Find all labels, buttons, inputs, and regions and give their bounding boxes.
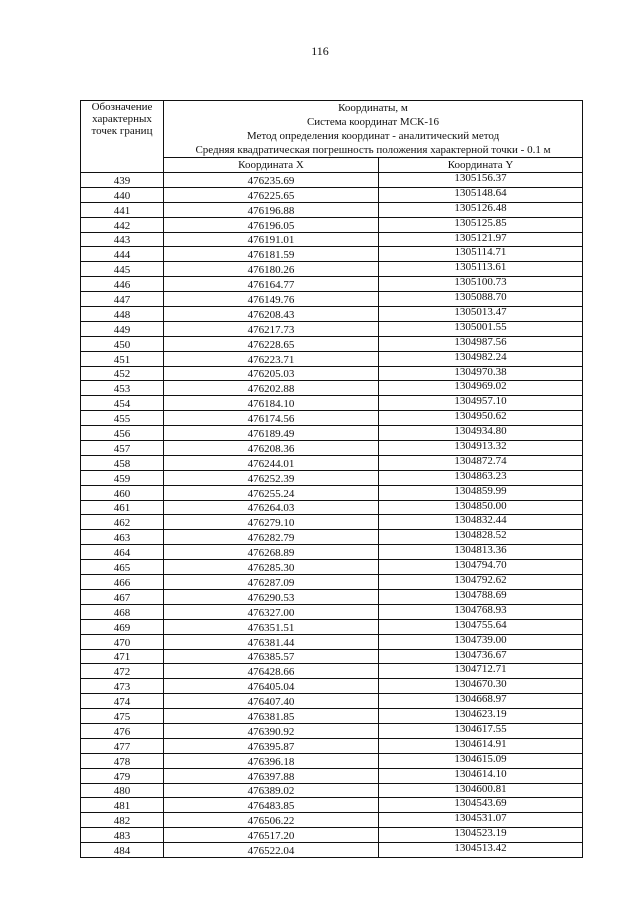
coordinate-y-cell: 1304668.97 (379, 694, 583, 709)
table-row (81, 738, 583, 753)
coordinate-x-cell: 476223.71 (164, 351, 379, 366)
coordinate-y-cell: 1304523.19 (379, 828, 583, 843)
coordinate-x-cell: 476164.77 (164, 277, 379, 292)
point-label-line: точек границ (91, 125, 153, 137)
table-row (81, 292, 583, 307)
point-number-cell: 449 (81, 321, 164, 336)
coordinate-x-cell: 476196.05 (164, 217, 379, 232)
coordinate-y-cell: 1304828.52 (379, 530, 583, 545)
coordinate-y-cell: 1304950.62 (379, 411, 583, 426)
coordinate-x-cell: 476385.57 (164, 649, 379, 664)
coordinate-y-cell: 1305121.97 (379, 232, 583, 247)
coordinate-y-cell: 1304513.42 (379, 843, 583, 858)
coordinate-x-cell: 476282.79 (164, 530, 379, 545)
coordinate-y-cell: 1304614.91 (379, 738, 583, 753)
table-row (81, 470, 583, 485)
point-number-cell: 440 (81, 187, 164, 202)
coordinate-x-cell: 476407.40 (164, 694, 379, 709)
point-number-cell: 445 (81, 262, 164, 277)
coordinate-x-cell: 476287.09 (164, 575, 379, 590)
coordinate-x-cell: 476181.59 (164, 247, 379, 262)
point-number-cell: 468 (81, 604, 164, 619)
table-row (81, 679, 583, 694)
point-number-cell: 452 (81, 366, 164, 381)
table-row (81, 828, 583, 843)
table-row (81, 187, 583, 202)
table-row (81, 515, 583, 530)
point-number-cell: 442 (81, 217, 164, 232)
coordinate-x-cell: 476252.39 (164, 470, 379, 485)
coordinate-x-cell: 476174.56 (164, 411, 379, 426)
coordinate-y-cell: 1304755.64 (379, 619, 583, 634)
table-row (81, 441, 583, 456)
coordinate-x-cell: 476428.66 (164, 664, 379, 679)
coordinate-y-cell: 1304794.70 (379, 560, 583, 575)
coordinate-y-cell: 1304768.93 (379, 604, 583, 619)
table-row (81, 336, 583, 351)
table-row (81, 604, 583, 619)
point-number-cell: 439 (81, 173, 164, 188)
coordinate-y-cell: 1304850.00 (379, 500, 583, 515)
coordinate-y-cell: 1304987.56 (379, 336, 583, 351)
coordinate-x-cell: 476381.85 (164, 709, 379, 724)
point-number-cell: 447 (81, 292, 164, 307)
coordinate-x-cell: 476395.87 (164, 738, 379, 753)
table-row (81, 277, 583, 292)
point-number-cell: 483 (81, 828, 164, 843)
table-row (81, 247, 583, 262)
point-number-cell: 463 (81, 530, 164, 545)
point-number-cell: 466 (81, 575, 164, 590)
coordinate-x-cell: 476381.44 (164, 634, 379, 649)
coordinate-y-cell: 1304872.74 (379, 455, 583, 470)
coordinate-y-cell: 1304739.00 (379, 634, 583, 649)
coordinates-header-line: Средняя квадратическая погрешность положения характерной точки - 0.1 м (195, 144, 551, 156)
point-number-cell: 475 (81, 709, 164, 724)
coordinate-x-cell: 476389.02 (164, 783, 379, 798)
point-number-cell: 476 (81, 723, 164, 738)
table-row (81, 366, 583, 381)
coordinate-y-cell: 1304736.67 (379, 649, 583, 664)
table-row (81, 455, 583, 470)
coordinate-y-cell: 1304712.71 (379, 664, 583, 679)
table-row (81, 753, 583, 768)
coordinate-x-cell: 476396.18 (164, 753, 379, 768)
column-x-header: Координата X (164, 158, 379, 173)
point-number-cell: 473 (81, 679, 164, 694)
coordinate-y-cell: 1304788.69 (379, 589, 583, 604)
coordinate-y-cell: 1305156.37 (379, 173, 583, 188)
point-number-cell: 464 (81, 545, 164, 560)
coordinate-y-cell: 1304970.38 (379, 366, 583, 381)
coordinate-y-cell: 1304600.81 (379, 783, 583, 798)
table-row (81, 307, 583, 322)
table-row (81, 664, 583, 679)
coordinate-x-cell: 476191.01 (164, 232, 379, 247)
coordinate-y-cell: 1305126.48 (379, 202, 583, 217)
coordinate-x-cell: 476327.00 (164, 604, 379, 619)
coordinate-x-cell: 476184.10 (164, 396, 379, 411)
coordinates-header-line: Метод определения координат - аналитический метод (246, 130, 500, 142)
coordinate-x-cell: 476208.43 (164, 307, 379, 322)
coordinate-x-cell: 476390.92 (164, 723, 379, 738)
point-number-cell: 470 (81, 634, 164, 649)
point-number-cell: 446 (81, 277, 164, 292)
coordinate-x-cell: 476264.03 (164, 500, 379, 515)
table-row (81, 262, 583, 277)
coordinate-x-cell: 476351.51 (164, 619, 379, 634)
point-number-cell: 454 (81, 396, 164, 411)
coordinate-y-cell: 1304969.02 (379, 381, 583, 396)
point-number-cell: 457 (81, 441, 164, 456)
table-row (81, 798, 583, 813)
table-row (81, 351, 583, 366)
coordinates-header (164, 101, 583, 158)
coordinate-y-cell: 1305001.55 (379, 321, 583, 336)
point-number-cell: 465 (81, 560, 164, 575)
coordinate-y-cell: 1305113.61 (379, 262, 583, 277)
point-number-cell: 456 (81, 426, 164, 441)
column-y-header: Координата Y (379, 158, 583, 173)
coordinate-y-cell: 1304543.69 (379, 798, 583, 813)
coordinate-x-cell: 476235.69 (164, 173, 379, 188)
coordinate-x-cell: 476225.65 (164, 187, 379, 202)
coordinate-x-cell: 476279.10 (164, 515, 379, 530)
coordinate-x-cell: 476522.04 (164, 843, 379, 858)
table-row (81, 530, 583, 545)
point-number-cell: 472 (81, 664, 164, 679)
table-row (81, 545, 583, 560)
table-row (81, 768, 583, 783)
coordinate-y-cell: 1304614.10 (379, 768, 583, 783)
coordinate-y-cell: 1305100.73 (379, 277, 583, 292)
coordinate-y-cell: 1304792.62 (379, 575, 583, 590)
coordinate-y-cell: 1304617.55 (379, 723, 583, 738)
coordinate-x-cell: 476506.22 (164, 813, 379, 828)
coordinate-y-cell: 1304670.30 (379, 679, 583, 694)
point-number-cell: 471 (81, 649, 164, 664)
coordinate-y-cell: 1304615.09 (379, 753, 583, 768)
coordinate-x-cell: 476196.88 (164, 202, 379, 217)
coordinate-y-cell: 1304623.19 (379, 709, 583, 724)
table-row (81, 634, 583, 649)
coordinate-y-cell: 1304832.44 (379, 515, 583, 530)
point-number-cell: 443 (81, 232, 164, 247)
coordinate-x-cell: 476397.88 (164, 768, 379, 783)
point-number-cell: 451 (81, 351, 164, 366)
point-number-cell: 455 (81, 411, 164, 426)
coordinate-x-cell: 476255.24 (164, 485, 379, 500)
coordinate-x-cell: 476483.85 (164, 798, 379, 813)
point-number-cell: 441 (81, 202, 164, 217)
table-row (81, 709, 583, 724)
coordinate-x-cell: 476180.26 (164, 262, 379, 277)
coordinate-y-cell: 1304982.24 (379, 351, 583, 366)
point-number-cell: 482 (81, 813, 164, 828)
point-label-line: Обозначение (91, 101, 153, 113)
point-number-cell: 484 (81, 843, 164, 858)
coordinate-y-cell: 1304934.80 (379, 426, 583, 441)
coordinate-x-cell: 476228.65 (164, 336, 379, 351)
point-number-cell: 459 (81, 470, 164, 485)
coordinate-x-cell: 476517.20 (164, 828, 379, 843)
coordinate-y-cell: 1304957.10 (379, 396, 583, 411)
table-row (81, 411, 583, 426)
table-row (81, 843, 583, 858)
point-number-cell: 469 (81, 619, 164, 634)
table-row (81, 619, 583, 634)
coordinate-x-cell: 476217.73 (164, 321, 379, 336)
coordinates-header-line: Система координат МСК-16 (306, 116, 440, 128)
table-row (81, 560, 583, 575)
point-number-cell: 480 (81, 783, 164, 798)
point-number-cell: 450 (81, 336, 164, 351)
table-row (81, 426, 583, 441)
point-number-cell: 461 (81, 500, 164, 515)
coordinate-x-cell: 476189.49 (164, 426, 379, 441)
table-row (81, 694, 583, 709)
point-number-cell: 467 (81, 589, 164, 604)
page-number: 116 (311, 44, 329, 58)
table-row (81, 723, 583, 738)
coordinate-x-cell: 476244.01 (164, 455, 379, 470)
coordinates-table (80, 100, 583, 858)
table-row (81, 649, 583, 664)
table-row (81, 589, 583, 604)
coordinate-y-cell: 1304531.07 (379, 813, 583, 828)
coordinate-x-cell: 476208.36 (164, 441, 379, 456)
coordinate-y-cell: 1304913.32 (379, 441, 583, 456)
coordinate-y-cell: 1305088.70 (379, 292, 583, 307)
point-number-cell: 481 (81, 798, 164, 813)
coordinate-x-cell: 476290.53 (164, 589, 379, 604)
table-row (81, 381, 583, 396)
table-row (81, 173, 583, 188)
point-number-cell: 460 (81, 485, 164, 500)
table-row (81, 500, 583, 515)
point-label-line: характерных (92, 113, 152, 125)
table-row (81, 202, 583, 217)
coordinate-y-cell: 1305148.64 (379, 187, 583, 202)
coordinate-x-cell: 476405.04 (164, 679, 379, 694)
coordinates-header-line: Координаты, м (338, 102, 408, 114)
coordinate-x-cell: 476268.89 (164, 545, 379, 560)
point-number-cell: 448 (81, 307, 164, 322)
point-number-cell: 477 (81, 738, 164, 753)
point-number-cell: 444 (81, 247, 164, 262)
table-row (81, 813, 583, 828)
table-row (81, 783, 583, 798)
coordinate-x-cell: 476285.30 (164, 560, 379, 575)
table-row (81, 217, 583, 232)
point-number-cell: 458 (81, 455, 164, 470)
table-row (81, 232, 583, 247)
point-number-cell: 453 (81, 381, 164, 396)
point-number-cell: 462 (81, 515, 164, 530)
coordinate-x-cell: 476149.76 (164, 292, 379, 307)
coordinate-y-cell: 1304859.99 (379, 485, 583, 500)
coordinate-y-cell: 1304813.36 (379, 545, 583, 560)
coordinate-x-cell: 476205.03 (164, 366, 379, 381)
table-row (81, 396, 583, 411)
table-row (81, 485, 583, 500)
point-number-cell: 479 (81, 768, 164, 783)
point-number-cell: 478 (81, 753, 164, 768)
coordinate-y-cell: 1305114.71 (379, 247, 583, 262)
coordinate-y-cell: 1305125.85 (379, 217, 583, 232)
point-number-cell: 474 (81, 694, 164, 709)
table-row (81, 575, 583, 590)
coordinate-y-cell: 1304863.23 (379, 470, 583, 485)
coordinates-body (81, 173, 583, 858)
table-row (81, 321, 583, 336)
point-label-header (81, 101, 164, 173)
coordinate-y-cell: 1305013.47 (379, 307, 583, 322)
coordinate-x-cell: 476202.88 (164, 381, 379, 396)
